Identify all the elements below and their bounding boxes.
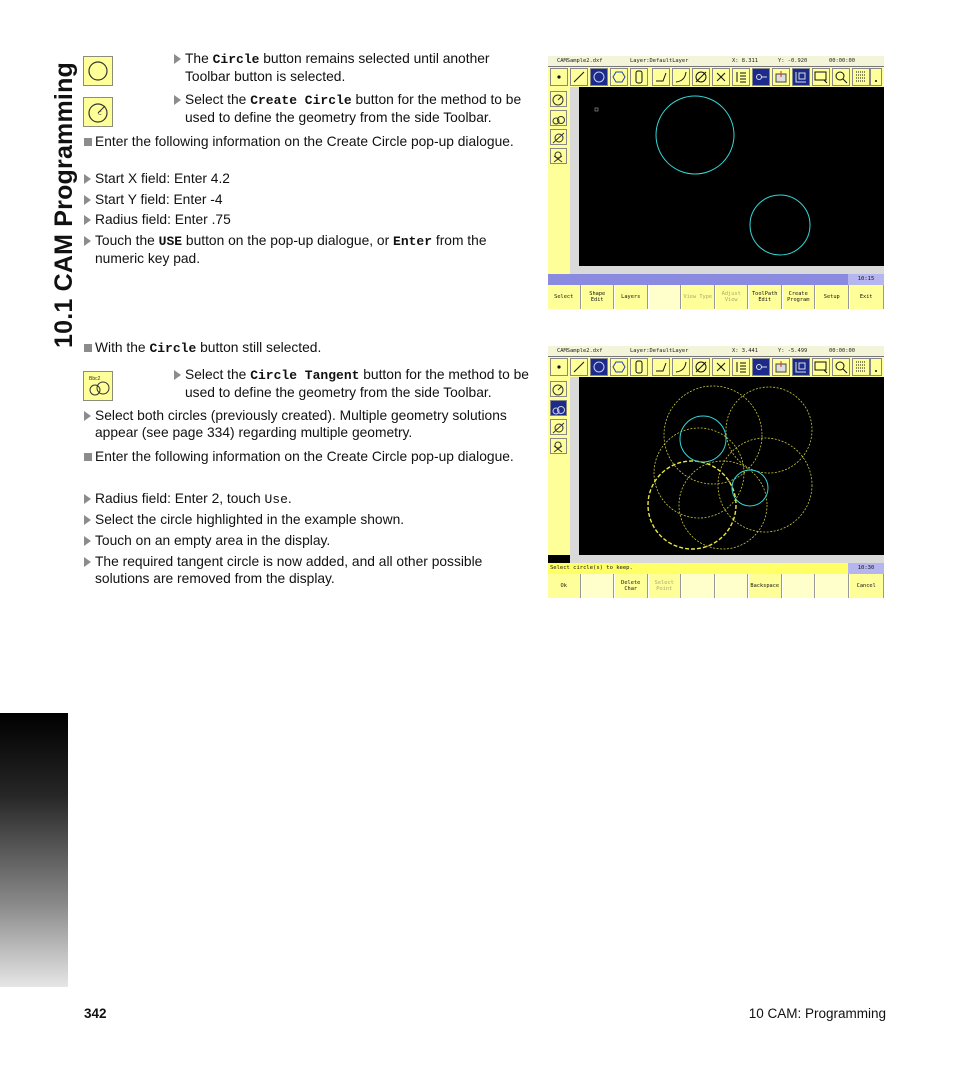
grid-icon[interactable] [852, 358, 870, 376]
point-tool-icon[interactable] [550, 68, 568, 86]
softkey-empty [783, 574, 816, 598]
measure-icon[interactable] [752, 358, 770, 376]
circle-tangent-side-button[interactable] [550, 400, 567, 416]
status-bar [548, 346, 884, 357]
page-number: 342 [84, 1006, 107, 1021]
circle-three-point-side-button[interactable] [550, 129, 567, 145]
more-icon[interactable] [870, 358, 882, 376]
create-circle-side-button[interactable] [550, 91, 567, 107]
softkey-create-program[interactable]: Create Program [783, 285, 816, 309]
delete-geometry-icon[interactable] [692, 358, 710, 376]
arc-tool-icon[interactable] [672, 68, 690, 86]
step-required-tangent: The required tangent circle is now added, and all other possible solutions are removed from the display. [95, 554, 515, 587]
prompt-bar [548, 563, 884, 574]
trim-icon[interactable] [712, 68, 730, 86]
softkey-empty [582, 574, 615, 598]
step-create-circle: Select the Create Circle button for the method to be used to define the geometry from the side Toolbar. [185, 92, 525, 126]
step-touch-empty: Touch on an empty area in the display. [95, 533, 515, 550]
more-icon[interactable] [870, 68, 882, 86]
y-coord: Y: -5.499 [778, 348, 808, 354]
create-circle-side-button[interactable] [550, 381, 567, 397]
step-circle-selected: The Circle button remains selected until another Toolbar button is selected. [185, 51, 515, 85]
slot-tool-icon[interactable] [630, 68, 648, 86]
vertical-ruler [570, 377, 579, 555]
side-toolbar [548, 87, 570, 274]
softkey-exit[interactable]: Exit [850, 285, 885, 309]
softkey-layers[interactable]: Layers [615, 285, 648, 309]
circle-tool-icon [83, 56, 113, 86]
corner-tool-icon[interactable] [652, 358, 670, 376]
softkey-select-point[interactable]: Select Point [649, 574, 682, 598]
horizontal-ruler [570, 555, 884, 563]
horizontal-ruler [570, 266, 884, 274]
layer-label: Layer:DefaultLayer [630, 348, 689, 354]
circle-cross-side-button[interactable] [550, 438, 567, 454]
step-radius: Radius field: Enter .75 [95, 212, 515, 229]
softkey-adjust-view[interactable]: Adjust View [716, 285, 749, 309]
list-icon[interactable] [732, 68, 750, 86]
softkey-empty [716, 574, 749, 598]
time-display: 10:15 [848, 274, 884, 285]
grid-icon[interactable] [852, 68, 870, 86]
message-bar [548, 274, 884, 285]
zoom-fit-icon[interactable] [792, 358, 810, 376]
circle-cross-side-button[interactable] [550, 148, 567, 164]
import-icon[interactable] [772, 68, 790, 86]
x-coord: X: 8.311 [732, 58, 758, 64]
x-coord: X: 3.441 [732, 348, 758, 354]
step-select-both: Select both circles (previously created). Multiple geometry solutions appear (see page 334) regarding multiple geometry. [95, 408, 530, 441]
layer-label: Layer:DefaultLayer [630, 58, 689, 64]
window-select-icon[interactable] [812, 358, 830, 376]
footer-chapter: 10 CAM: Programming [748, 1006, 886, 1021]
time-display: 10:30 [848, 563, 884, 574]
softkey-bar [548, 574, 884, 598]
softkey-empty [649, 285, 682, 309]
softkey-backspace[interactable]: Backspace [749, 574, 782, 598]
cam-screen-1 [548, 56, 884, 308]
softkey-select[interactable]: Select [548, 285, 581, 309]
arc-tool-icon[interactable] [672, 358, 690, 376]
step-circle-tangent: Select the Circle Tangent button for the method to be used to define the geometry from the side Toolbar. [185, 367, 529, 400]
softkey-toolpath-edit[interactable]: ToolPath Edit [749, 285, 782, 309]
drawing-canvas[interactable] [579, 87, 884, 274]
corner-tool-icon[interactable] [652, 68, 670, 86]
circle-tangent-icon [83, 371, 113, 401]
top-toolbar [548, 67, 884, 87]
softkey-cancel[interactable]: Cancel [850, 574, 885, 598]
softkey-ok[interactable]: Ok [548, 574, 581, 598]
polygon-tool-icon[interactable] [610, 358, 628, 376]
prompt-text: Select circle(s) to keep. [550, 565, 633, 571]
chapter-thumb-tab [0, 713, 68, 987]
svg-text:Bbc2: Bbc2 [89, 376, 101, 382]
clock: 00:00:00 [829, 58, 855, 64]
step-start-y: Start Y field: Enter -4 [95, 192, 515, 209]
softkey-delete-char[interactable]: Delete Char [615, 574, 648, 598]
zoom-icon[interactable] [832, 358, 850, 376]
step-enter-info-2: Enter the following information on the Create Circle pop-up dialogue. [95, 449, 514, 464]
status-bar [548, 56, 884, 67]
step-select-highlighted: Select the circle highlighted in the example shown. [95, 512, 515, 529]
line-tool-icon[interactable] [570, 68, 588, 86]
circle-tool-button[interactable] [590, 68, 608, 86]
circle-three-point-side-button[interactable] [550, 419, 567, 435]
slot-tool-icon[interactable] [630, 358, 648, 376]
zoom-fit-icon[interactable] [792, 68, 810, 86]
line-tool-icon[interactable] [570, 358, 588, 376]
import-icon[interactable] [772, 358, 790, 376]
step-enter-info: Enter the following information on the Create Circle pop-up dialogue. [95, 134, 514, 149]
trim-icon[interactable] [712, 358, 730, 376]
zoom-icon[interactable] [832, 68, 850, 86]
clock: 00:00:00 [829, 348, 855, 354]
file-name: CAMSample2.dxf [557, 58, 603, 64]
delete-geometry-icon[interactable] [692, 68, 710, 86]
softkey-empty [816, 574, 849, 598]
softkey-bar [548, 285, 884, 309]
softkey-view-type[interactable]: View Type [682, 285, 715, 309]
chapter-side-title: 10.1 CAM Programming [50, 61, 78, 348]
polygon-tool-icon[interactable] [610, 68, 628, 86]
softkey-empty [682, 574, 715, 598]
cam-screen-2 [548, 346, 884, 598]
point-tool-icon[interactable] [550, 358, 568, 376]
list-icon[interactable] [732, 358, 750, 376]
softkey-shape-edit[interactable]: Shape Edit [582, 285, 615, 309]
side-toolbar [548, 377, 570, 555]
circle-tangent-side-button[interactable] [550, 110, 567, 126]
vertical-ruler [570, 87, 579, 274]
window-select-icon[interactable] [812, 68, 830, 86]
create-circle-icon [83, 97, 113, 127]
measure-icon[interactable] [752, 68, 770, 86]
step-radius-2: Radius field: Enter 2, touch Use. [95, 491, 515, 509]
file-name: CAMSample2.dxf [557, 348, 603, 354]
step-touch-use: Touch the USE button on the pop-up dialogue, or Enter from the numeric key pad. [95, 233, 520, 267]
step-start-x: Start X field: Enter 4.2 [95, 171, 515, 188]
softkey-setup[interactable]: Setup [816, 285, 849, 309]
y-coord: Y: -0.920 [778, 58, 808, 64]
top-toolbar [548, 357, 884, 377]
step-circle-still-selected: With the Circle button still selected. [95, 340, 515, 358]
svg-text:C: C [98, 111, 102, 117]
circle-tool-button[interactable] [590, 358, 608, 376]
drawing-canvas[interactable] [579, 377, 884, 555]
